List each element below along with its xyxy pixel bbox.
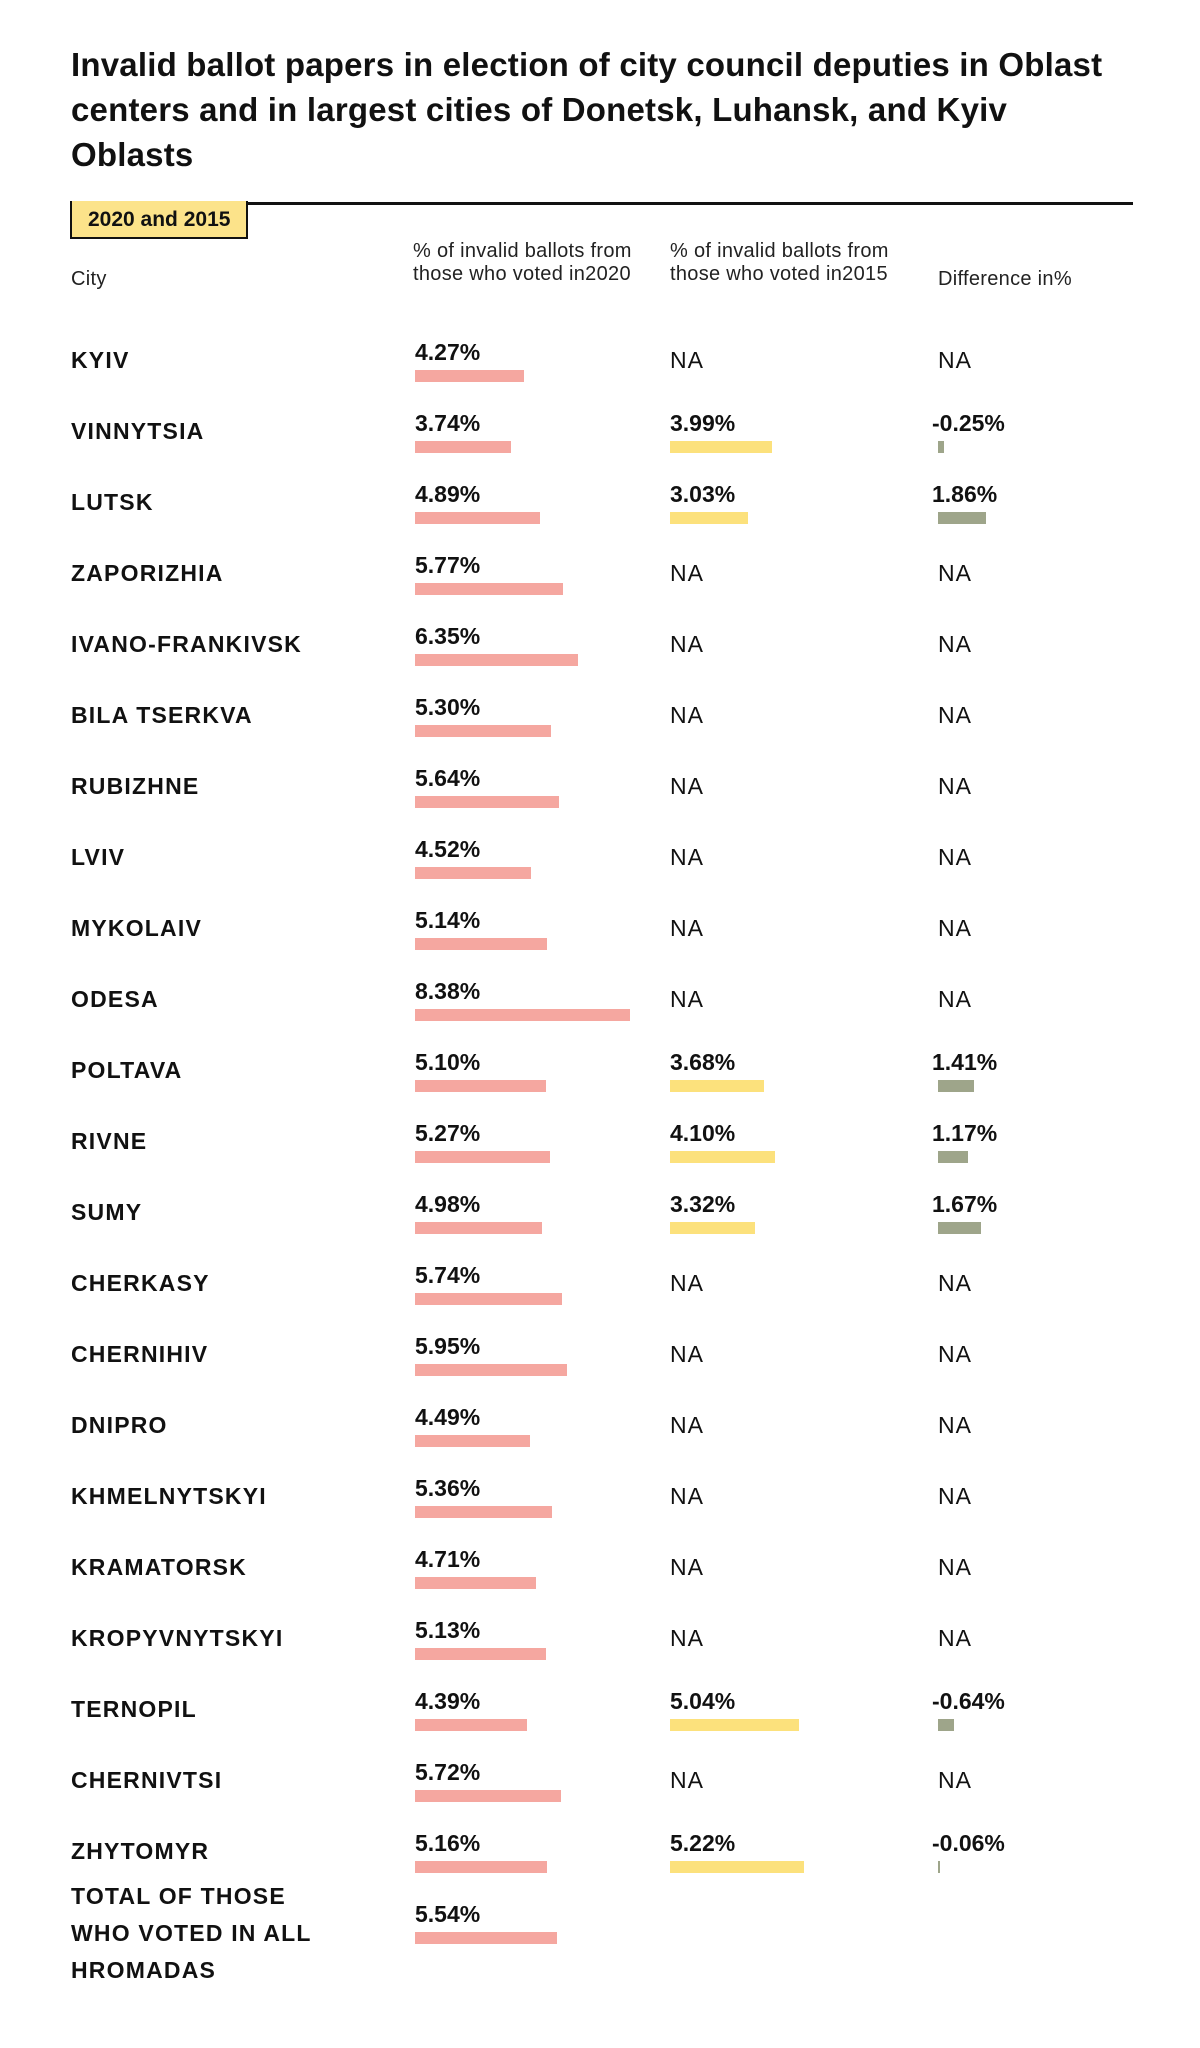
value-difference: 1.67% — [932, 1191, 998, 1217]
value-2020: 5.74% — [415, 1262, 481, 1288]
city-label: IVANO-FRANKIVSK — [71, 631, 302, 657]
value-2015: NA — [670, 1483, 704, 1509]
value-2015: NA — [670, 702, 704, 728]
value-difference: NA — [938, 773, 972, 799]
city-label: RIVNE — [71, 1128, 148, 1154]
value-2020: 5.13% — [415, 1617, 481, 1643]
value-2015: NA — [670, 1270, 704, 1296]
bar-difference — [938, 441, 944, 453]
bar-2015 — [670, 1080, 764, 1092]
bar-2020 — [415, 938, 547, 950]
value-2020: 3.74% — [415, 410, 481, 436]
value-2015: NA — [670, 1412, 704, 1438]
value-difference: -0.64% — [932, 1688, 1005, 1714]
column-header-2015: % of invalid ballots from those who voted in2015 — [670, 240, 889, 285]
total-bar-2020 — [415, 1932, 557, 1944]
city-label: BILA TSERKVA — [71, 702, 253, 728]
value-difference: NA — [938, 1767, 972, 1793]
bar-2020 — [415, 654, 578, 666]
value-difference: NA — [938, 560, 972, 586]
bar-2020 — [415, 725, 551, 737]
column-header-city: City — [71, 268, 107, 290]
bar-2020 — [415, 1009, 630, 1021]
column-header-difference: Difference in% — [938, 268, 1072, 290]
city-label: LUTSK — [71, 489, 154, 515]
value-difference: NA — [938, 1625, 972, 1651]
city-label: MYKOLAIV — [71, 915, 202, 941]
value-2015: NA — [670, 986, 704, 1012]
value-difference: 1.41% — [932, 1049, 998, 1075]
city-label: VINNYTSIA — [71, 418, 205, 444]
value-2020: 4.39% — [415, 1688, 481, 1714]
city-label: TERNOPIL — [71, 1696, 197, 1722]
bar-2020 — [415, 1364, 567, 1376]
chart-title: Invalid ballot papers in election of city council deputies in Oblast centers and in largest cities of Donetsk, Luhansk, and Kyiv Oblasts — [71, 46, 1103, 173]
value-2020: 5.27% — [415, 1120, 481, 1146]
value-2020: 5.77% — [415, 552, 481, 578]
city-label: KHMELNYTSKYI — [71, 1483, 267, 1509]
bar-2020 — [415, 1435, 530, 1447]
bar-difference — [938, 512, 986, 524]
value-2015: 3.03% — [670, 481, 736, 507]
value-2015: NA — [670, 773, 704, 799]
value-2020: 5.72% — [415, 1759, 481, 1785]
value-2020: 4.27% — [415, 339, 481, 365]
city-label: ODESA — [71, 986, 159, 1012]
city-label: KRAMATORSK — [71, 1554, 247, 1580]
bar-2020 — [415, 867, 531, 879]
value-2020: 8.38% — [415, 978, 481, 1004]
value-2015: NA — [670, 631, 704, 657]
value-difference: 1.86% — [932, 481, 998, 507]
bar-2020 — [415, 1790, 561, 1802]
value-2015: NA — [670, 1341, 704, 1367]
years-badge: 2020 and 2015 — [70, 201, 248, 239]
value-2015: 3.32% — [670, 1191, 736, 1217]
bar-2015 — [670, 441, 772, 453]
bar-2020 — [415, 796, 559, 808]
bar-2020 — [415, 1151, 550, 1163]
bar-2020 — [415, 1719, 527, 1731]
value-2020: 5.10% — [415, 1049, 481, 1075]
value-difference: NA — [938, 347, 972, 373]
value-2015: 5.04% — [670, 1688, 736, 1714]
value-2020: 4.52% — [415, 836, 481, 862]
city-label: KYIV — [71, 347, 130, 373]
city-label: KROPYVNYTSKYI — [71, 1625, 284, 1651]
value-difference: NA — [938, 1554, 972, 1580]
value-difference: NA — [938, 915, 972, 941]
value-2015: 3.99% — [670, 410, 736, 436]
value-difference: NA — [938, 1270, 972, 1296]
value-2015: 4.10% — [670, 1120, 736, 1146]
bar-difference — [938, 1080, 974, 1092]
city-label: ZHYTOMYR — [71, 1838, 210, 1864]
bar-2020 — [415, 1648, 546, 1660]
value-2015: NA — [670, 1767, 704, 1793]
bar-2015 — [670, 1222, 755, 1234]
bar-2015 — [670, 512, 748, 524]
city-label: SUMY — [71, 1199, 143, 1225]
value-2015: NA — [670, 1625, 704, 1651]
value-2015: 5.22% — [670, 1830, 736, 1856]
value-difference: -0.06% — [932, 1830, 1005, 1856]
bar-2020 — [415, 1506, 552, 1518]
value-difference: NA — [938, 1483, 972, 1509]
city-label: DNIPRO — [71, 1412, 168, 1438]
value-difference: NA — [938, 1412, 972, 1438]
city-label: CHERKASY — [71, 1270, 210, 1296]
value-2015: NA — [670, 1554, 704, 1580]
bar-2020 — [415, 512, 540, 524]
bar-2020 — [415, 1222, 542, 1234]
value-2020: 5.16% — [415, 1830, 481, 1856]
value-2020: 6.35% — [415, 623, 481, 649]
column-header-2020: % of invalid ballots from those who voted in2020 — [413, 240, 632, 285]
value-difference: NA — [938, 702, 972, 728]
value-difference: NA — [938, 631, 972, 657]
bar-difference — [938, 1861, 940, 1873]
bar-2015 — [670, 1151, 775, 1163]
bar-2015 — [670, 1861, 804, 1873]
bar-2020 — [415, 1293, 562, 1305]
value-2020: 5.36% — [415, 1475, 481, 1501]
value-difference: NA — [938, 1341, 972, 1367]
city-label: POLTAVA — [71, 1057, 183, 1083]
value-2020: 4.98% — [415, 1191, 481, 1217]
value-2020: 5.64% — [415, 765, 481, 791]
value-difference: NA — [938, 986, 972, 1012]
bar-difference — [938, 1151, 968, 1163]
value-2015: 3.68% — [670, 1049, 736, 1075]
city-label: LVIV — [71, 844, 126, 870]
value-difference: 1.17% — [932, 1120, 998, 1146]
value-2020: 4.49% — [415, 1404, 481, 1430]
city-label: CHERNIVTSI — [71, 1767, 223, 1793]
value-2015: NA — [670, 560, 704, 586]
bar-2020 — [415, 583, 563, 595]
bar-2015 — [670, 1719, 799, 1731]
value-2020: 4.71% — [415, 1546, 481, 1572]
value-2020: 4.89% — [415, 481, 481, 507]
bar-2020 — [415, 441, 511, 453]
city-label: ZAPORIZHIA — [71, 560, 224, 586]
value-difference: NA — [938, 844, 972, 870]
value-2020: 5.30% — [415, 694, 481, 720]
bar-difference — [938, 1719, 954, 1731]
value-2015: NA — [670, 844, 704, 870]
bar-2020 — [415, 370, 524, 382]
value-2020: 5.95% — [415, 1333, 481, 1359]
bar-2020 — [415, 1080, 546, 1092]
total-value-2020: 5.54% — [415, 1901, 481, 1927]
value-difference: -0.25% — [932, 410, 1005, 436]
city-label: CHERNIHIV — [71, 1341, 209, 1367]
value-2015: NA — [670, 347, 704, 373]
bar-difference — [938, 1222, 981, 1234]
value-2015: NA — [670, 915, 704, 941]
total-label: TOTAL OF THOSE WHO VOTED IN ALL HROMADAS — [71, 1883, 312, 1983]
bar-2020 — [415, 1861, 547, 1873]
value-2020: 5.14% — [415, 907, 481, 933]
bar-2020 — [415, 1577, 536, 1589]
city-label: RUBIZHNE — [71, 773, 200, 799]
